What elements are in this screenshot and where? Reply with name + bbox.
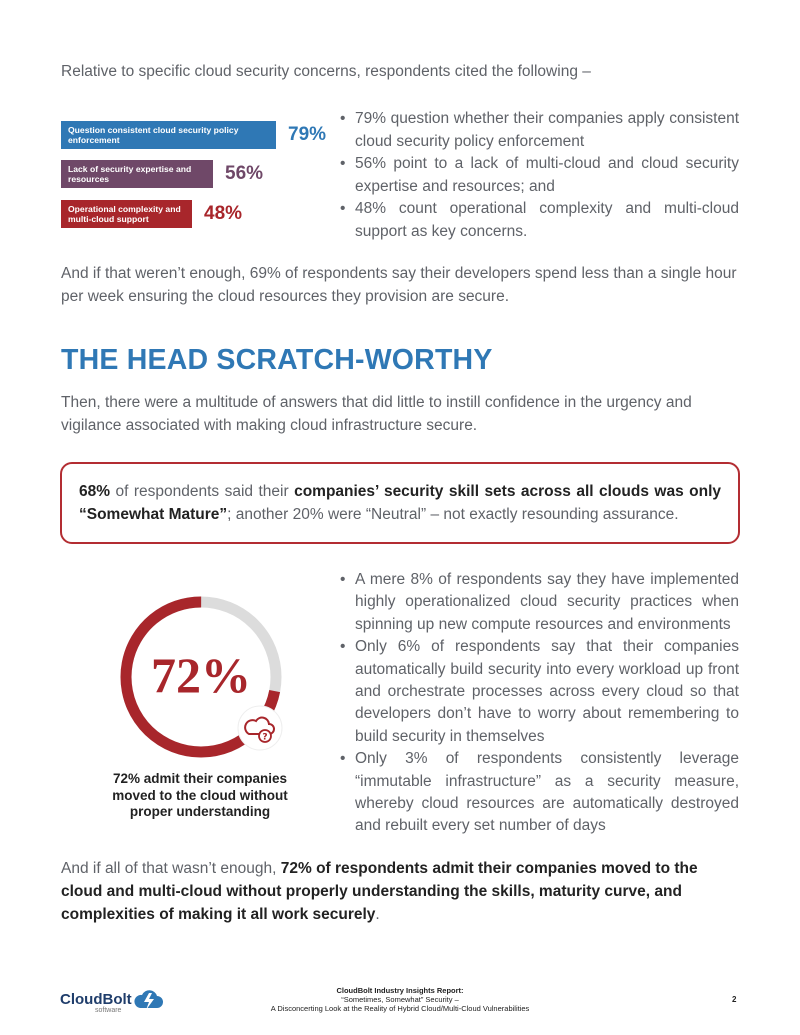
donut-label: 72% xyxy=(151,647,251,703)
footer-line-3: A Disconcerting Look at the Reality of Hybrid Cloud/Multi-Cloud Vulnerabilities xyxy=(270,1004,530,1013)
final-end: . xyxy=(375,906,380,923)
page-number: 2 xyxy=(732,995,737,1004)
intro-paragraph: Then, there were a multitude of answers that did little to instill confidence in the urgency and vigilance associated with making cloud infrastructure secure. xyxy=(61,394,692,434)
callout-percent: 68% xyxy=(79,483,111,500)
developers-paragraph: And if that weren’t enough, 69% of respondents say their developers spend less than a single hour per week ensuring the cloud resources they provision are secure. xyxy=(61,265,737,305)
bar xyxy=(61,160,213,188)
bullet-item: • 48% count operational complexity and multi-cloud support as key concerns. xyxy=(338,198,739,243)
footer-line-2: “Sometimes, Somewhat” Security – xyxy=(341,995,459,1004)
callout-bold-text: companies’ security skill sets across all clouds was only “Somewhat Mature” xyxy=(79,483,721,523)
concerns-bar-chart xyxy=(0,0,330,240)
bullet-item: • 79% question whether their companies apply consistent cloud security policy enforcement xyxy=(338,108,739,153)
cloud-bolt-icon xyxy=(134,988,164,1012)
bullet-item: • Only 6% of respondents say that their companies automatically build security into every workload up front and orchestrate processes across every cloud so that developers don’t have to worry about remembering to build security in themselves xyxy=(338,636,739,748)
bar-value-label: 56% xyxy=(225,163,264,184)
callout-text: of respondents said their xyxy=(110,483,295,500)
final-bold: 72% of respondents admit their companies moved to the cloud and multi-cloud without properly understanding the skills, maturity curve, and complexities of making it all work securely xyxy=(61,860,698,923)
bar xyxy=(61,200,192,228)
bullet-item: • Only 3% of respondents consistently leverage “immutable infrastructure” as a security measure, whereby cloud resources are automatically destroyed and rebuilt every set number of days xyxy=(338,748,739,838)
bullet-item: • A mere 8% of respondents say they have implemented highly operationalized cloud security practices when spinning up new compute resources and environments xyxy=(338,569,739,636)
section-heading: THE HEAD SCRATCH-WORTHY xyxy=(61,344,493,376)
bar-category-label: Question consistent cloud security policy enforcement xyxy=(68,125,239,145)
bar xyxy=(61,121,276,149)
bar-category-label: Lack of security expertise and resources xyxy=(68,164,192,184)
cloud-question-icon xyxy=(238,706,282,750)
callout-box xyxy=(60,462,740,544)
footer-line-1: CloudBolt Industry Insights Report: xyxy=(336,986,464,995)
donut-caption: 72% admit their companies moved to the cloud without proper understanding xyxy=(112,771,288,819)
bullet-item: • 56% point to a lack of multi-cloud and cloud security expertise and resources; and xyxy=(338,153,739,198)
logo-text: CloudBolt xyxy=(60,991,132,1008)
bar-value-label: 79% xyxy=(288,124,327,145)
cloudbolt-logo xyxy=(60,988,170,1018)
donut-chart xyxy=(118,594,288,764)
callout-text-end: ; another 20% were “Neutral” – not exactly resounding assurance. xyxy=(227,506,679,523)
findings-bullet-list xyxy=(338,569,739,838)
final-paragraph xyxy=(61,857,740,926)
bar-value-label: 48% xyxy=(204,203,243,224)
bar-category-label: Operational complexity and multi-cloud support xyxy=(68,204,181,224)
final-lead: And if all of that wasn’t enough, xyxy=(61,860,281,877)
svg-text:?: ? xyxy=(262,732,268,743)
footer-report-title xyxy=(250,986,550,1013)
intro-text: Relative to specific cloud security concerns, respondents cited the following – xyxy=(61,63,591,80)
concerns-bullet-list xyxy=(338,108,739,243)
logo-subtext: software xyxy=(95,1007,122,1014)
